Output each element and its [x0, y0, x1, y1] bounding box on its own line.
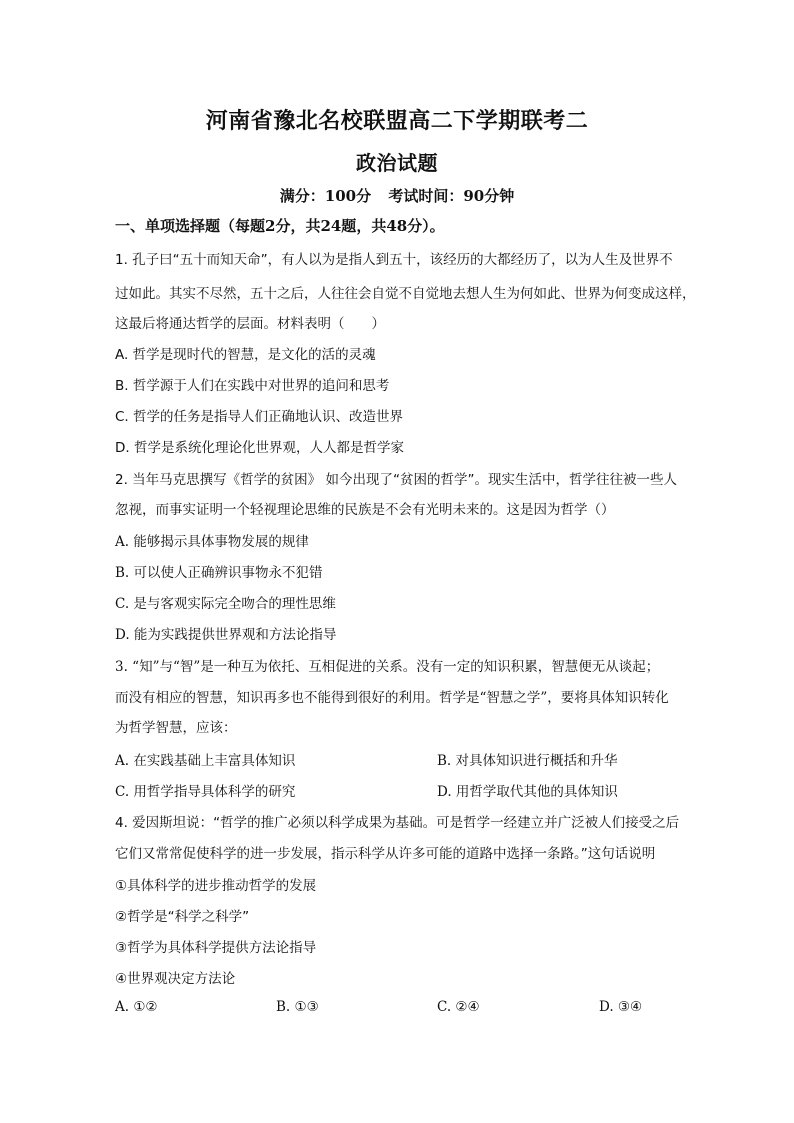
- q4-statement-4: ④世界观决定方法论: [115, 971, 236, 987]
- q4-stem-line: 4. 爱因斯坦说：“哲学的推广必须以科学成果为基础。可是哲学一经建立并广泛被人们接受之后: [115, 815, 680, 831]
- full-score: 满分：100分: [279, 187, 372, 205]
- q1-option-d: D. 哲学是系统化理论化世界观，人人都是哲学家: [115, 440, 404, 456]
- q3-option-c: C. 用哲学指导具体科学的研究: [115, 784, 296, 800]
- q4-option-b: B. ①③: [276, 999, 319, 1015]
- q2-option-a: A. 能够揭示具体事物发展的规律: [115, 534, 309, 550]
- exam-subject: 政治试题: [356, 151, 438, 175]
- q4-statement-1: ①具体科学的进步推动哲学的发展: [115, 878, 317, 894]
- q3-stem-line: 为哲学智慧，应该：: [115, 720, 237, 736]
- q1-stem-line: 1. 孔子曰“五十而知天命”，有人以为是指人到五十，该经历的大都经历了，以为人生及世界不: [115, 252, 673, 268]
- exam-time: 考试时间：90分钟: [388, 187, 515, 205]
- q1-option-a: A. 哲学是现时代的智慧，是文化的活的灵魂: [115, 347, 376, 363]
- q1-option-c: C. 哲学的任务是指导人们正确地认识、改造世界: [115, 409, 404, 425]
- q3-option-b: B. 对具体知识进行概括和升华: [437, 753, 618, 769]
- q4-option-c: C. ②④: [437, 999, 480, 1015]
- q3-stem-line: 3. “知”与“智”是一种互为依托、互相促进的关系。没有一定的知识积累，智慧便无从谈起；: [115, 659, 660, 675]
- q4-statement-3: ③哲学为具体科学提供方法论指导: [115, 940, 317, 956]
- q2-stem-line: 2. 当年马克思撰写《哲学的贫困》 如今出现了“贫困的哲学”。现实生活中，哲学往往被一些人: [115, 472, 677, 488]
- q3-option-a: A. 在实践基础上丰富具体知识: [115, 753, 296, 769]
- q1-stem-line: 这最后将通达哲学的层面。材料表明（ ）: [115, 316, 385, 332]
- q2-option-c: C. 是与客观实际完全吻合的理性思维: [115, 596, 336, 612]
- q4-option-d: D. ③④: [599, 999, 643, 1015]
- q3-option-d: D. 用哲学取代其他的具体知识: [437, 784, 618, 800]
- section-heading: 一、单项选择题（每题2分，共24题，共48分）。: [115, 217, 445, 235]
- q4-option-a: A. ①②: [115, 999, 158, 1015]
- q1-stem-line: 过如此。其实不尽然，五十之后，人往往会自觉不自觉地去想人生为何如此、世界为何变成这样，: [115, 286, 696, 302]
- q2-stem-line: 忽视，而事实证明一个轻视理论思维的民族是不会有光明未来的。这是因为哲学（）: [115, 502, 615, 518]
- q2-option-d: D. 能为实践提供世界观和方法论指导: [115, 627, 337, 643]
- exam-title: 河南省豫北名校联盟高二下学期联考二: [205, 108, 589, 134]
- q2-option-b: B. 可以使人正确辨识事物永不犯错: [115, 565, 323, 581]
- exam-meta: [0, 185, 794, 206]
- q4-stem-line: 它们又常常促使科学的进一步发展，指示科学从许多可能的道路中选择一条路。”这句话说明: [115, 846, 656, 862]
- q3-stem-line: 而没有相应的智慧，知识再多也不能得到很好的利用。哲学是“智慧之学”，要将具体知识转化: [115, 690, 669, 706]
- q4-statement-2: ②哲学是“科学之科学”: [115, 909, 250, 925]
- q1-option-b: B. 哲学源于人们在实践中对世界的追问和思考: [115, 378, 390, 394]
